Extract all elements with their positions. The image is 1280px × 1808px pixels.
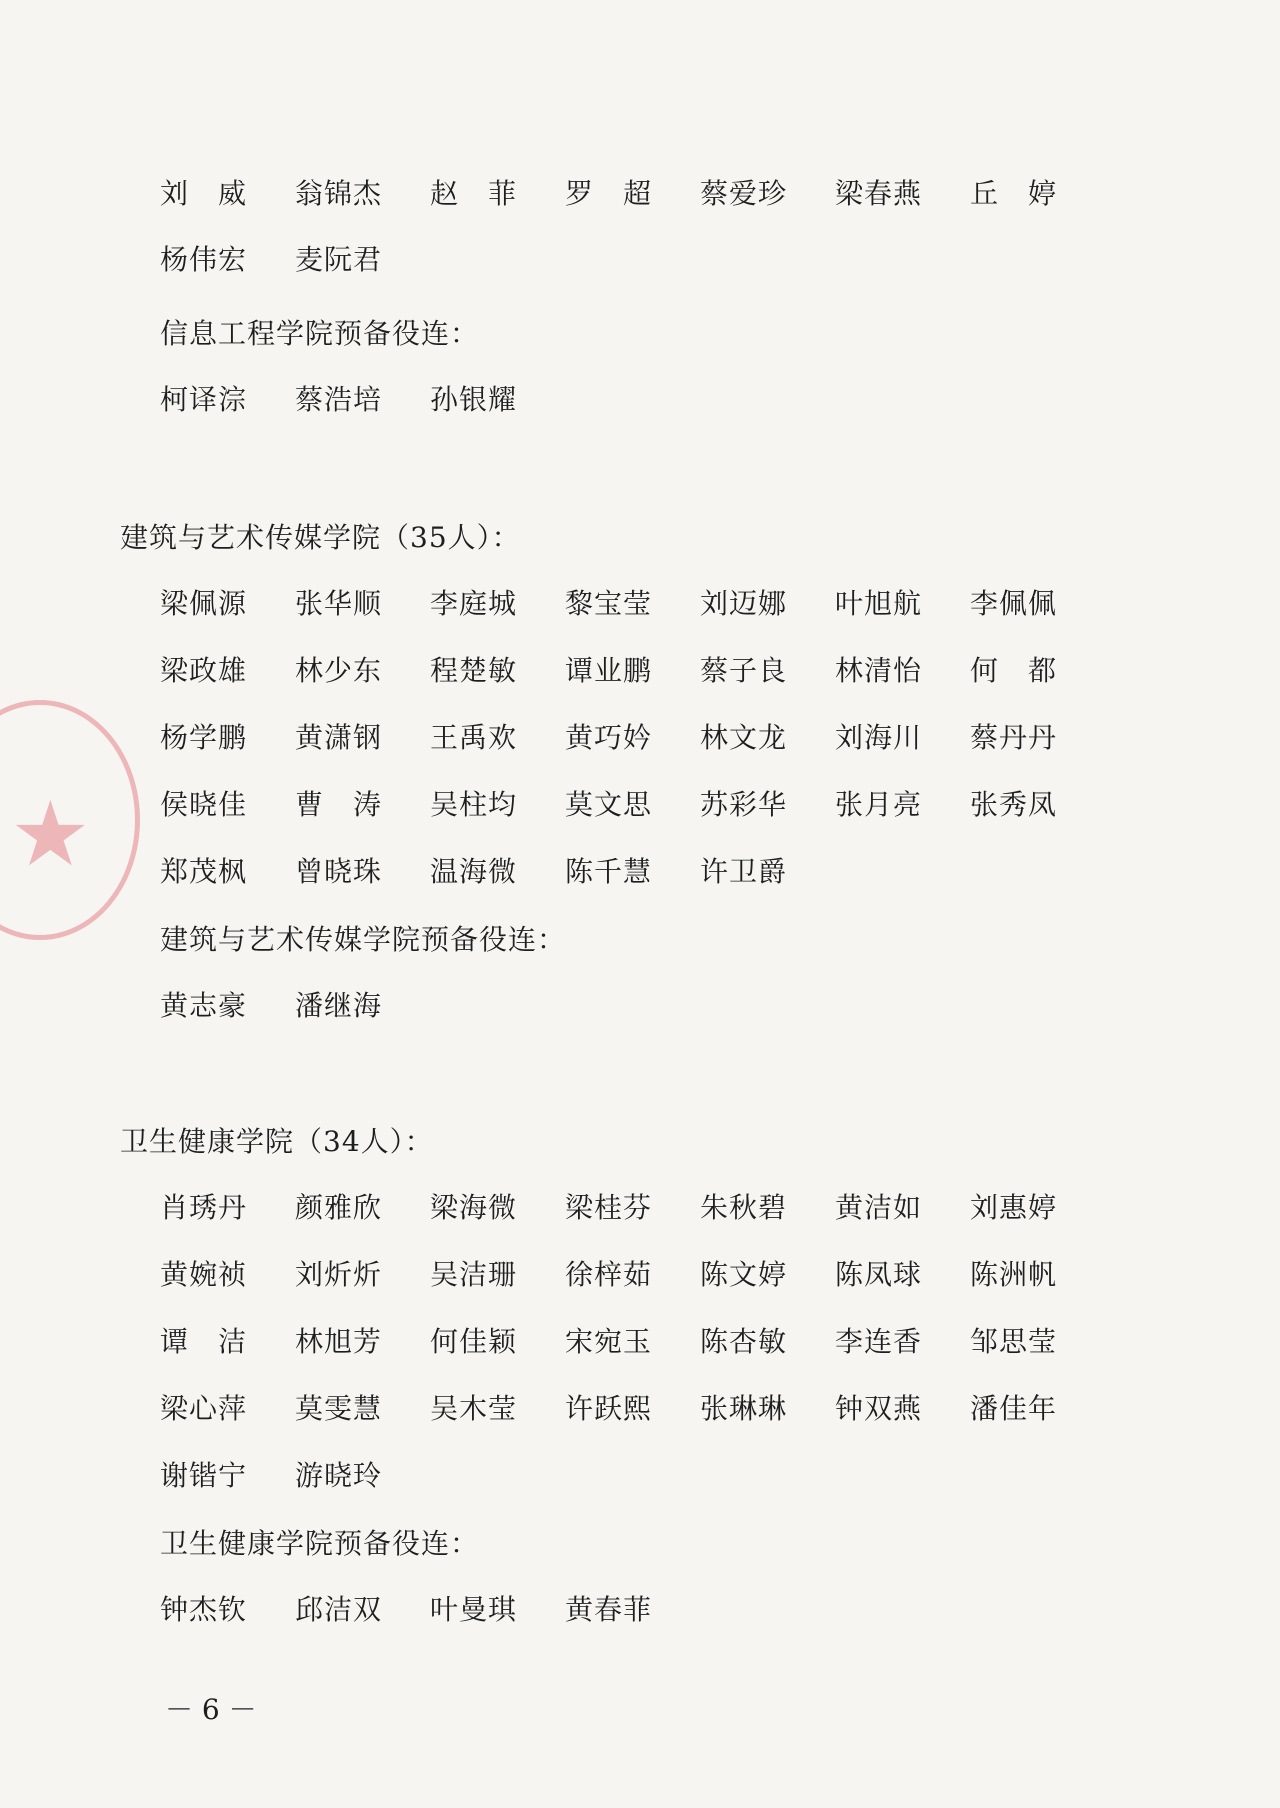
person-name: 黄潇钢 [295, 721, 383, 754]
name-row [160, 170, 1105, 214]
person-name: 吴柱均 [430, 788, 518, 821]
page-number: － 6 － [165, 1693, 257, 1726]
person-name: 莫雯慧 [295, 1392, 383, 1425]
person-name: 陈杏敏 [700, 1325, 788, 1358]
person-name: 蔡丹丹 [970, 721, 1058, 754]
person-name: 莫文思 [565, 788, 653, 821]
person-name: 宋宛玉 [565, 1325, 653, 1358]
person-name: 曾晓珠 [295, 855, 383, 888]
person-name: 侯晓佳 [160, 788, 248, 821]
name-row [160, 781, 1105, 825]
name-row [160, 982, 430, 1026]
person-name: 邱洁双 [295, 1593, 383, 1626]
name-row [160, 1452, 430, 1496]
person-name: 张华顺 [295, 587, 383, 620]
info-eng-reserve-title: 信息工程学院预备役连： [160, 317, 480, 350]
person-name: 杨伟宏 [160, 243, 248, 276]
person-name: 杨学鹏 [160, 721, 248, 754]
person-name: 许跃熙 [565, 1392, 653, 1425]
person-name: 徐梓茹 [565, 1258, 653, 1291]
health-reserve-title: 卫生健康学院预备役连： [160, 1527, 480, 1560]
person-name: 梁春燕 [835, 177, 923, 210]
person-name: 陈文婷 [700, 1258, 788, 1291]
architecture-reserve-title: 建筑与艺术传媒学院预备役连： [160, 923, 567, 956]
person-name: 孙银耀 [430, 383, 518, 416]
person-name: 朱秋碧 [700, 1191, 788, 1224]
person-name: 邹思莹 [970, 1325, 1058, 1358]
person-name: 吴洁珊 [430, 1258, 518, 1291]
person-name: 游晓玲 [295, 1459, 383, 1492]
person-name: 谭业鹏 [565, 654, 653, 687]
person-name: 程楚敏 [430, 654, 518, 687]
person-name: 林旭芳 [295, 1325, 383, 1358]
person-name: 钟杰钦 [160, 1593, 248, 1626]
name-row [160, 1318, 1105, 1362]
person-name: 刘 威 [160, 177, 248, 210]
person-name: 林文龙 [700, 721, 788, 754]
person-name: 温海微 [430, 855, 518, 888]
person-name: 梁海微 [430, 1191, 518, 1224]
person-name: 翁锦杰 [295, 177, 383, 210]
person-name: 柯译淙 [160, 383, 248, 416]
person-name: 李佩佩 [970, 587, 1058, 620]
person-name: 叶曼琪 [430, 1593, 518, 1626]
name-row [160, 580, 1105, 624]
person-name: 李连香 [835, 1325, 923, 1358]
person-name: 梁心萍 [160, 1392, 248, 1425]
person-name: 梁佩源 [160, 587, 248, 620]
name-row [160, 1586, 700, 1630]
person-name: 肖琇丹 [160, 1191, 248, 1224]
name-row [160, 647, 1105, 691]
person-name: 潘佳年 [970, 1392, 1058, 1425]
person-name: 林清怡 [835, 654, 923, 687]
name-row [160, 376, 565, 420]
person-name: 何 都 [970, 654, 1058, 687]
person-name: 黄洁如 [835, 1191, 923, 1224]
person-name: 黎宝莹 [565, 587, 653, 620]
person-name: 黄春菲 [565, 1593, 653, 1626]
name-row [160, 714, 1105, 758]
person-name: 钟双燕 [835, 1392, 923, 1425]
name-row [160, 236, 430, 280]
person-name: 陈凤球 [835, 1258, 923, 1291]
person-name: 黄婉祯 [160, 1258, 248, 1291]
person-name: 刘炘炘 [295, 1258, 383, 1291]
person-name: 赵 菲 [430, 177, 518, 210]
person-name: 梁桂芬 [565, 1191, 653, 1224]
person-name: 郑茂枫 [160, 855, 248, 888]
person-name: 谢锴宁 [160, 1459, 248, 1492]
person-name: 陈洲帆 [970, 1258, 1058, 1291]
name-row [160, 848, 835, 892]
person-name: 潘继海 [295, 989, 383, 1022]
person-name: 张琳琳 [700, 1392, 788, 1425]
person-name: 吴木莹 [430, 1392, 518, 1425]
architecture-section-title: 建筑与艺术传媒学院（35人）： [120, 521, 521, 554]
person-name: 刘海川 [835, 721, 923, 754]
person-name: 张月亮 [835, 788, 923, 821]
person-name: 蔡子良 [700, 654, 788, 687]
person-name: 林少东 [295, 654, 383, 687]
person-name: 王禹欢 [430, 721, 518, 754]
person-name: 张秀凤 [970, 788, 1058, 821]
person-name: 刘迈娜 [700, 587, 788, 620]
name-row [160, 1251, 1105, 1295]
person-name: 梁政雄 [160, 654, 248, 687]
name-row [160, 1184, 1105, 1228]
name-row [160, 1385, 1105, 1429]
person-name: 蔡爱珍 [700, 177, 788, 210]
person-name: 许卫爵 [700, 855, 788, 888]
person-name: 颜雅欣 [295, 1191, 383, 1224]
person-name: 叶旭航 [835, 587, 923, 620]
person-name: 李庭城 [430, 587, 518, 620]
person-name: 蔡浩培 [295, 383, 383, 416]
person-name: 谭 洁 [160, 1325, 248, 1358]
person-name: 何佳颖 [430, 1325, 518, 1358]
person-name: 黄巧妗 [565, 721, 653, 754]
seal-star-icon: ★ [10, 782, 91, 887]
person-name: 罗 超 [565, 177, 653, 210]
person-name: 曹 涛 [295, 788, 383, 821]
person-name: 黄志豪 [160, 989, 248, 1022]
person-name: 陈千慧 [565, 855, 653, 888]
person-name: 丘 婷 [970, 177, 1058, 210]
health-section-title: 卫生健康学院（34人）： [120, 1125, 434, 1158]
person-name: 麦阮君 [295, 243, 383, 276]
person-name: 苏彩华 [700, 788, 788, 821]
person-name: 刘惠婷 [970, 1191, 1058, 1224]
